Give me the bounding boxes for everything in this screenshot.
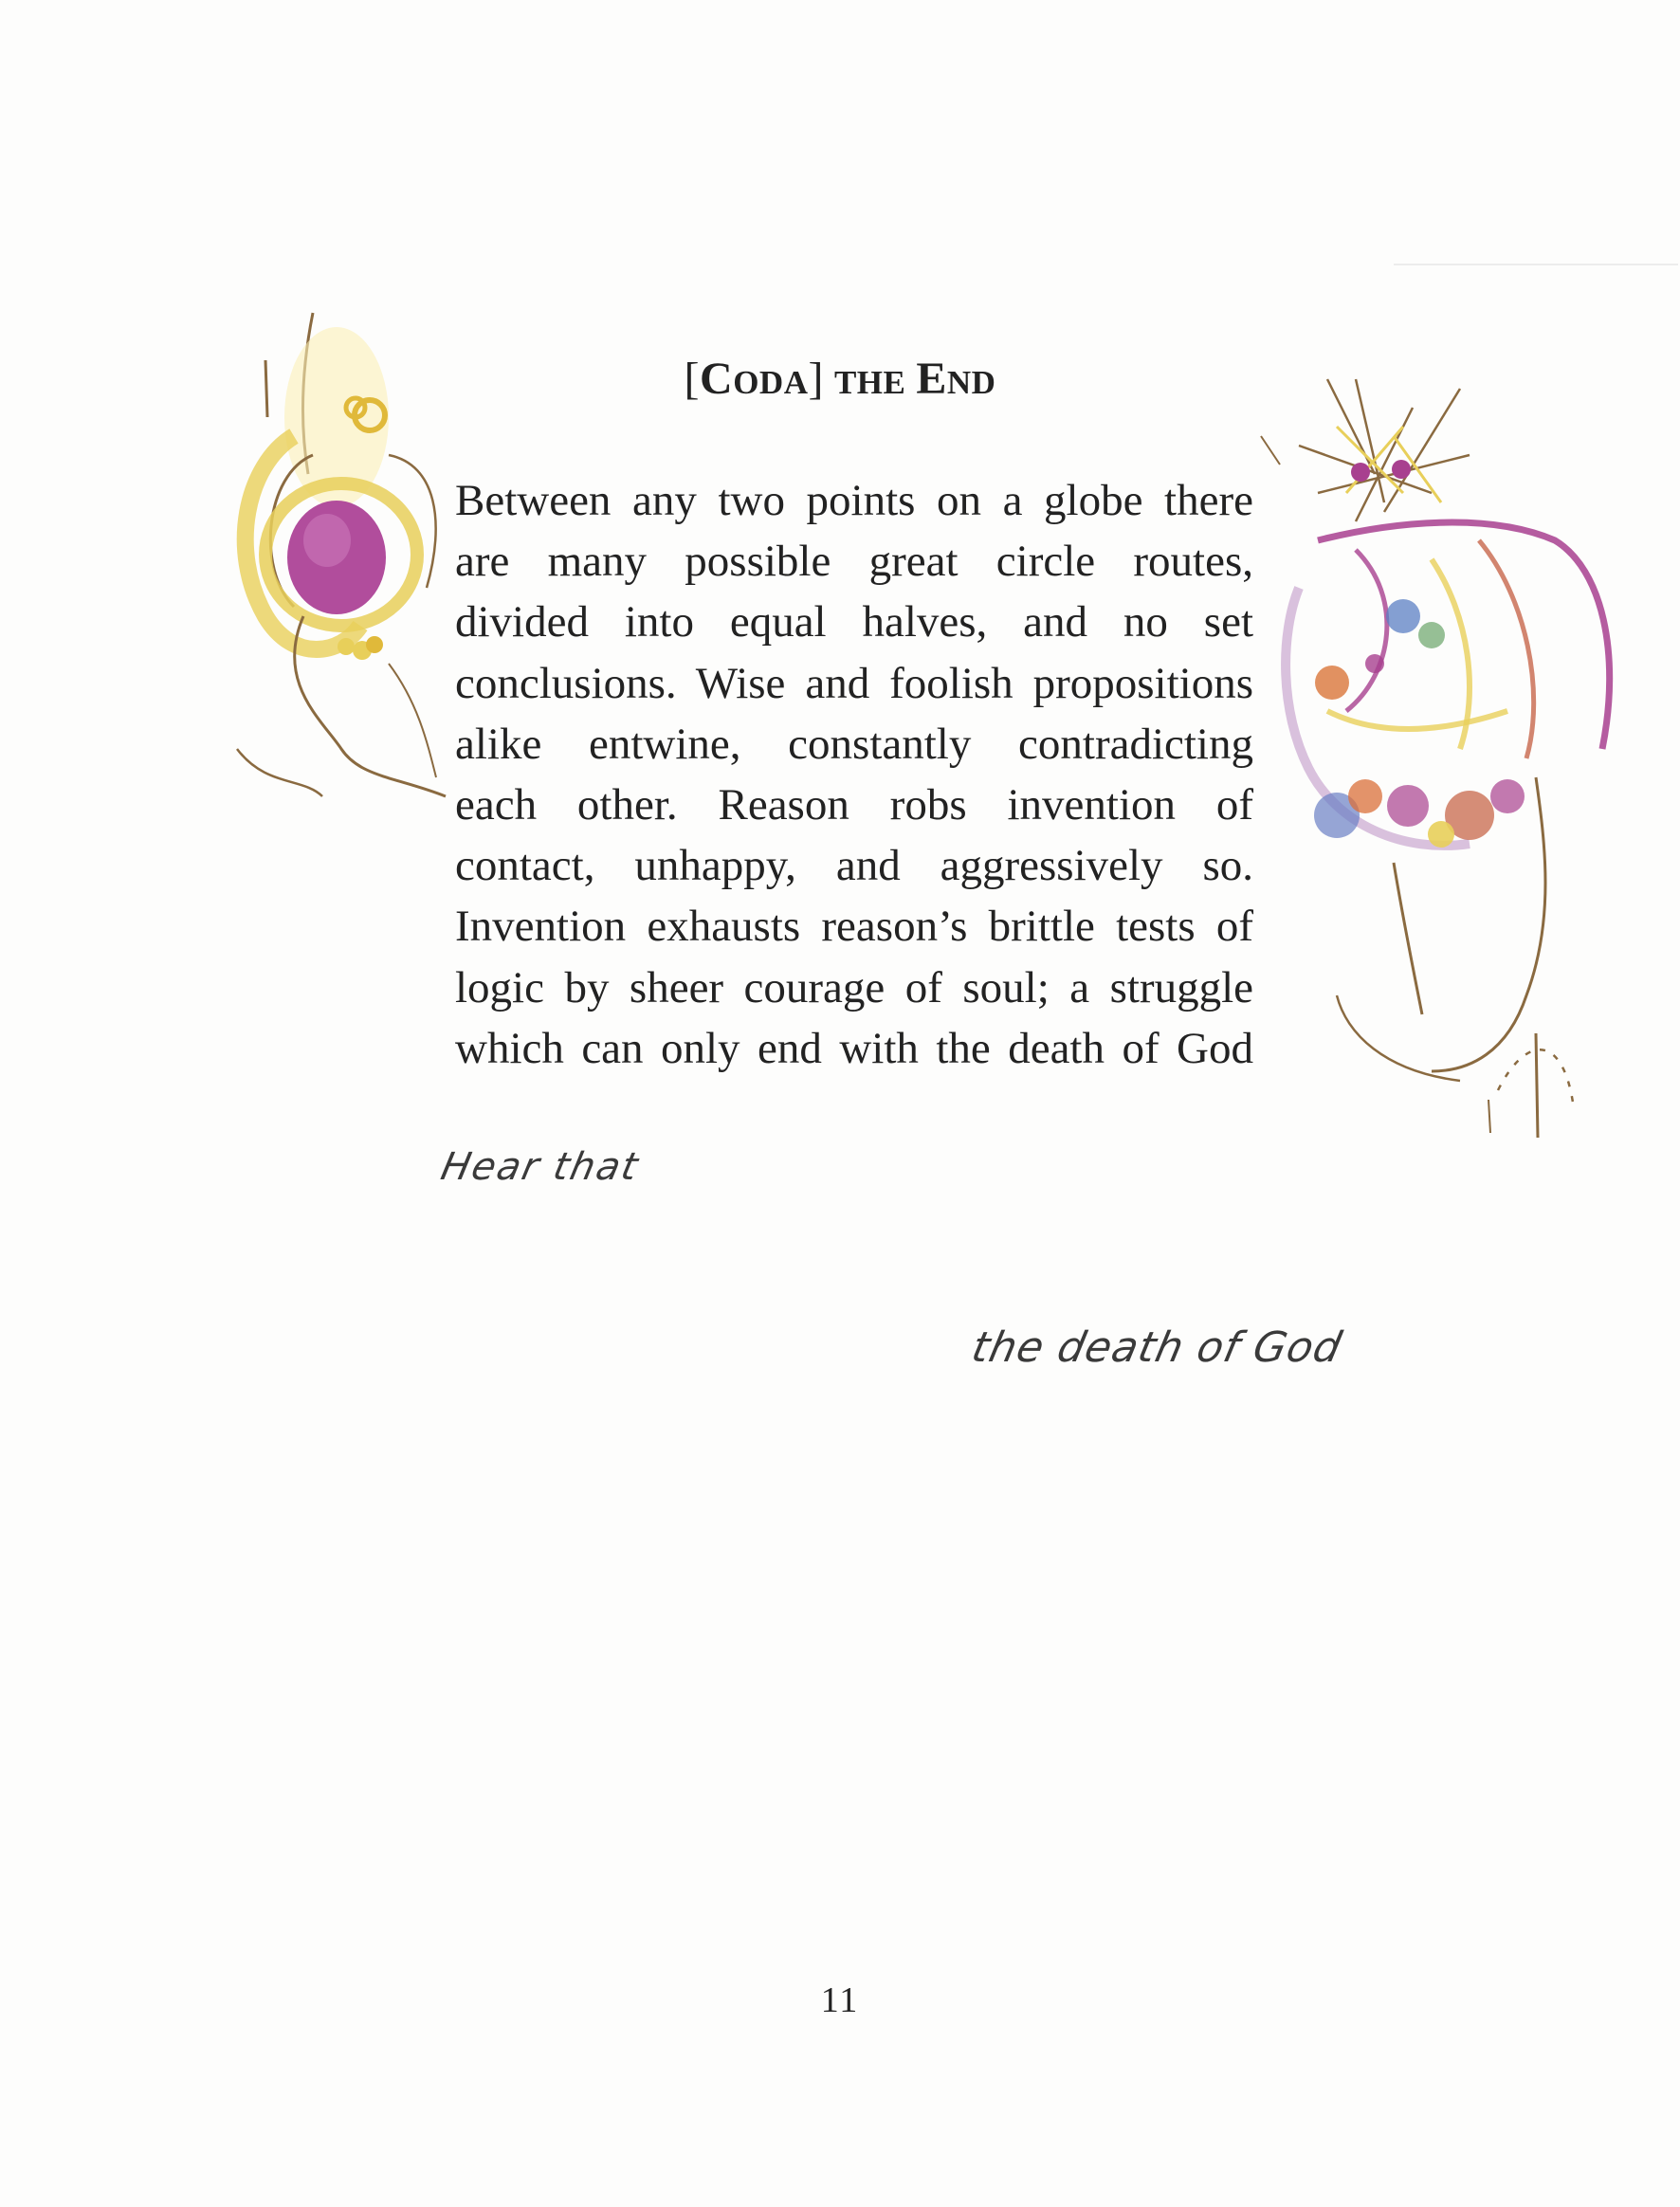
heading-bracket-open: [ [684, 354, 701, 404]
body-paragraph [455, 470, 1253, 1079]
body-line: divided into equal halves, and no set [455, 597, 1253, 648]
body-line: contact, unhappy, and aggressively so. [455, 841, 1253, 891]
floral-ornament-drawing-icon [1242, 351, 1640, 1147]
faint-top-rule [1394, 264, 1678, 265]
body-line: each other. Reason robs invention of [455, 780, 1253, 830]
body-line: logic by sheer courage of soul; a struggle [455, 962, 1253, 1012]
handwritten-note-hear-that: Hear that [437, 1145, 644, 1189]
body-line: Between any two points on a globe there [455, 476, 1253, 525]
body-line: are many possible great circle routes, [455, 537, 1253, 587]
heading-end-cap: E [916, 354, 947, 404]
heading-coda-cap: C [700, 354, 734, 404]
body-line: which can only end with the death of God [455, 1023, 1253, 1073]
chapter-heading [0, 353, 1680, 405]
heading-bracket-close: ] [808, 354, 824, 404]
heading-coda-rest: ODA [733, 364, 809, 401]
heading-end-rest: ND [946, 364, 996, 401]
body-line: conclusions. Wise and foolish propositions [455, 658, 1253, 708]
handwritten-note-death-of-god: the death of God [967, 1323, 1347, 1372]
body-line: Invention exhausts reason’s brittle tests of [455, 902, 1253, 952]
page-number: 11 [820, 1980, 860, 2020]
body-line: alike entwine, constantly contradicting [455, 719, 1253, 769]
heading-the: THE [833, 364, 906, 401]
